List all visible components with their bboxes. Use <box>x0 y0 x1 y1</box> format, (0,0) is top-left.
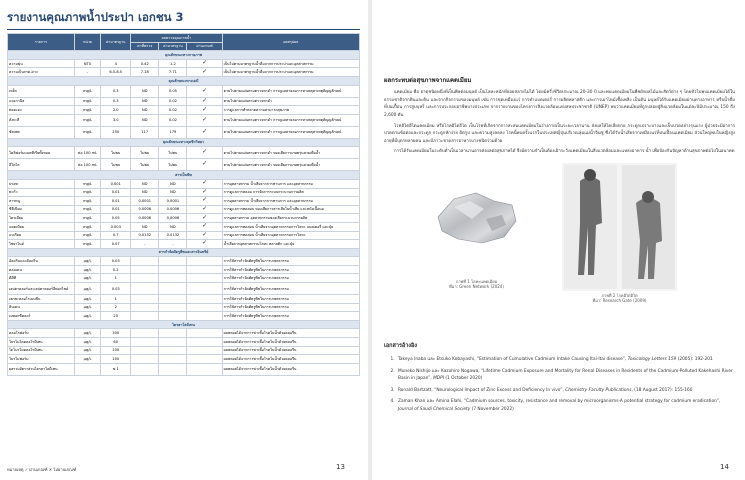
standard-cell: 0.001 <box>101 179 131 188</box>
pass-check: ✓ <box>187 59 222 68</box>
standard-cell: 300 <box>101 329 131 338</box>
standard-cell: ไม่พบ <box>101 147 131 159</box>
section-title: สารเป็นพิษ <box>8 171 360 180</box>
unit-cell: µg/L <box>74 346 100 355</box>
note-cell: การใช้สารกำจัดศัตรูพืชในการเกษตรกรรม <box>222 274 359 283</box>
standard-cell: 0.01 <box>101 188 131 197</box>
note-cell: ตามไปตามแผ่นตามตรวจหาดำ ของเสียการเกษตรุ่นสวยเพื่อน้ำ <box>222 159 359 171</box>
standard-cell: 100 <box>101 355 131 364</box>
result-cell: 0.42 <box>131 59 159 68</box>
param-name: ตะกั่ว <box>8 188 75 197</box>
std-sub-cell <box>159 295 187 304</box>
pass-check: ✓ <box>187 188 222 197</box>
standard-cell: 6.5-8.5 <box>101 68 131 77</box>
table-row <box>8 106 360 115</box>
note-cell: การอุตสาหกรรม น้ำเสียจากการทานการ และอุตสาหกรรม <box>222 179 359 188</box>
param-name: ดีดีที <box>8 274 75 283</box>
param-name: โครเมียม <box>8 214 75 223</box>
pass-check: ✓ <box>187 205 222 214</box>
note-cell: การใช้สารกำจัดศัตรูพืชในการเกษตรกรรม <box>222 295 359 304</box>
std-sub-cell: 0.02 <box>159 114 187 126</box>
std-sub-cell: ND <box>159 222 187 231</box>
result-cell <box>131 329 159 338</box>
section-title: คุณลักษณะทางกายภาพ <box>8 51 360 60</box>
table-body <box>8 51 360 376</box>
param-name: อีโคไล <box>8 159 75 171</box>
reference-item: 4. Zaman Khan และ Amina Elahi, “Cadmium sources, toxicity, resistance and removal by microorganisms-A potential strategy for cadmium eradication”, Journal of Saudi Chemical Society (7 November 2022) <box>396 398 735 413</box>
result-cell <box>131 355 159 364</box>
section-title: สารกำจัดศัตรูพืชและสารอินทรีย์ <box>8 248 360 257</box>
result-cell <box>131 265 159 274</box>
unit-cell: ต่อ 100 mL <box>74 147 100 159</box>
pass-check <box>187 346 222 355</box>
table-row <box>8 257 360 266</box>
table-row <box>8 240 360 249</box>
col-item: รายการ <box>8 34 75 51</box>
table-row <box>8 97 360 106</box>
result-cell: ไม่พบ <box>131 147 159 159</box>
standard-cell: 0.3 <box>101 85 131 97</box>
section-heading: ผลกระทบต่อสุขภาพจากแคดเมียม <box>384 77 472 84</box>
standard-cell: 3.0 <box>101 114 131 126</box>
note-cell: การดูแลการทำตลาดความสามารถสุขภาพ <box>222 106 359 115</box>
pass-check: ✓ <box>187 159 222 171</box>
table-row <box>8 295 360 304</box>
standard-cell: 0.7 <box>101 231 131 240</box>
param-name: โคลิฟอร์มแบคทีเรียทั้งหมด <box>8 147 75 159</box>
pass-check: ✓ <box>187 126 222 138</box>
result-cell <box>131 312 159 321</box>
standard-cell: 20 <box>101 312 131 321</box>
table-row <box>8 205 360 214</box>
note-cell: การอุตสาหกรรม น้ำเสียจากการทานการ และอุตสาหกรรม <box>222 197 359 206</box>
param-name: เฮปตาคลอร์และเฮปตาคลอร์อีพอกไซด์ <box>8 283 75 295</box>
unit-cell: mg/L <box>74 97 100 106</box>
note-cell: น้ำเสียจากอุตสาหกรรมโลหะ พลาสติก และปุ๋ย <box>222 240 359 249</box>
figure-itai-itai <box>562 163 677 304</box>
section-title: คุณลักษณะทางเคมี <box>8 76 360 85</box>
result-cell: ND <box>131 188 159 197</box>
note-cell: ตามไปตามแผ่นตามตรวจหาดำ การดูแลสายลงการหาเหตุสาเหตุสัญญลักษณ์ <box>222 114 359 126</box>
result-cell: 0.0006 <box>131 214 159 223</box>
section-header-row <box>8 248 360 257</box>
col-pass: ผ่านเกณฑ์ <box>187 42 222 51</box>
col-result-group: ผลตรวจคุณภาพน้ำ <box>131 34 223 43</box>
note-cell: ผลพลอยได้จากการฆ่าเชื้อโรคในน้ำด้วยคลอรีน <box>222 346 359 355</box>
std-sub-cell: - <box>159 240 187 249</box>
pass-check: ✓ <box>187 179 222 188</box>
note-cell: ผลพลอยได้จากการฆ่าเชื้อโรคในน้ำด้วยคลอรีน <box>222 338 359 347</box>
section-header-row <box>8 320 360 329</box>
pass-check <box>187 257 222 266</box>
pass-check: ✓ <box>187 147 222 159</box>
pass-check: ✓ <box>187 222 222 231</box>
note-cell: การดูแลการทดสอบ น้ำเสียจากอุตสาหกรรมการโลหะ <box>222 231 359 240</box>
table-row <box>8 338 360 347</box>
table-row <box>8 68 360 77</box>
pass-check: ✓ <box>187 214 222 223</box>
section-title: ไตรฮาโลมีเทน <box>8 320 360 329</box>
result-cell: 0.0132 <box>131 231 159 240</box>
note-cell: การดูแลการทดสอบ น้ำเสียจากอุตสาหกรรมการโลหะ แบตเตอรี่ และปุ๋ย <box>222 222 359 231</box>
pass-check: ✓ <box>187 197 222 206</box>
result-cell <box>131 257 159 266</box>
unit-cell: mg/L <box>74 222 100 231</box>
pass-check <box>187 355 222 364</box>
table-row <box>8 197 360 206</box>
table-row <box>8 59 360 68</box>
result-cell: - <box>131 240 159 249</box>
standard-cell: 0.2 <box>101 265 131 274</box>
reference-item: 2. Muneko Nishijo และ Kazuhiro Nogawa, “Lifetime Cadmium Exposure and Mortality for Renal Diseases in Residents of the Cadmium-Polluted Kakehashi River Basin in Japan”, MDPI (1 October 2020) <box>396 368 735 383</box>
param-name: ความขุ่น <box>8 59 75 68</box>
param-name: เฮกซะคลอโรเบนซีน <box>8 295 75 304</box>
table-row <box>8 274 360 283</box>
std-sub-cell <box>159 274 187 283</box>
pass-check: ✓ <box>187 85 222 97</box>
result-cell <box>131 274 159 283</box>
param-name: ไดโบรโมคลอโรมีเทน <box>8 346 75 355</box>
reference-item: 3. Ronald Bartzatt, “Neurological Impact of Zinc Excess and Deficiency In vivo”, Chemistry Faculty Publications, (18 August 2017): 155-160 <box>396 387 735 395</box>
unit-cell: µg/L <box>74 283 100 295</box>
std-sub-cell: 0.0001 <box>159 197 187 206</box>
table-row <box>8 346 360 355</box>
standard-cell: 0.003 <box>101 222 131 231</box>
result-cell: ไม่พบ <box>131 159 159 171</box>
note-cell: การดูแลการหลอม การจัดการระบบกระบวนการผลิต <box>222 188 359 197</box>
pass-check <box>187 295 222 304</box>
unit-cell: µg/L <box>74 274 100 283</box>
result-cell: ND <box>131 85 159 97</box>
std-sub-cell: 0.0006 <box>159 205 187 214</box>
note-cell: ผลพลอยได้จากการฆ่าเชื้อโรคในน้ำด้วยคลอรีน <box>222 355 359 364</box>
result-cell <box>131 283 159 295</box>
result-cell: ND <box>131 97 159 106</box>
note-cell: ผลพลอยได้จากการฆ่าเชื้อโรคในน้ำด้วยคลอรีน <box>222 329 359 338</box>
std-sub-cell: 7.71 <box>159 68 187 77</box>
table-row <box>8 159 360 171</box>
param-name: แมงกานีส <box>8 97 75 106</box>
standard-cell: 1 <box>101 295 131 304</box>
note-cell: เป็นไปตามมาตรฐานน้ำดื่มจากการประปาและอุตสาหกรรม <box>222 59 359 68</box>
std-sub-cell: 0.02 <box>159 97 187 106</box>
unit-cell: µg/L <box>74 295 100 304</box>
standard-cell: 2.0 <box>101 106 131 115</box>
pass-check: ✓ <box>187 97 222 106</box>
result-cell: ND <box>131 222 159 231</box>
standard-cell: 0.01 <box>101 205 131 214</box>
std-sub-cell: 0.0132 <box>159 231 187 240</box>
pass-check: ✓ <box>187 106 222 115</box>
unit-cell: mg/L <box>74 197 100 206</box>
result-cell: ND <box>131 114 159 126</box>
table-row <box>8 283 360 295</box>
note-cell: ตามไปตามแผ่นตามตรวจหาดำ <box>222 97 359 106</box>
std-sub-cell <box>159 283 187 295</box>
page-number: 13 <box>336 463 345 471</box>
standard-cell: 100 <box>101 346 131 355</box>
param-name: เมทอกซีคลอร์ <box>8 312 75 321</box>
standard-cell: 2 <box>101 303 131 312</box>
result-cell <box>131 338 159 347</box>
unit-cell: mg/L <box>74 179 100 188</box>
standard-cell: 0.3 <box>101 97 131 106</box>
report-title: รายงานคุณภาพน้ำประปา เอกชน 3 <box>7 9 360 30</box>
page-number: 14 <box>720 463 729 471</box>
std-sub-cell: 0.0006 <box>159 214 187 223</box>
std-sub-cell <box>159 265 187 274</box>
paragraph: แคดเมียม คือ ธาตุชนิดหนึ่งที่เป็นพิษต่อมนุษย์ เป็นโลหะหนักที่ย่อยสลายไม่ได้ โดยมีครึ่งชีวิตประมาณ 20-30 ปี และพบแคดเมียมในพืชผักผลไม้และสัตว์ต่าง ๆ โดยทั่วไปพบแคดเมียมได้ในธรรมชาติจากหินและดิน และจากกิจกรรมของมนุษย์ เช่น การขุดเหมืองแร่ การทำแบตเตอรี่ การผลิตพลาสติก และการเผาไหม้เชื้อเพลิง เป็นต้น มนุษย์ได้รับแคดเมียมผ่านทางอาหาร หรือน้ำดื่มที่ปนเปื้อน การสูบบุหรี่ และการประกอบอาชีพบางประเภท จากรายงานของโครงการสิ่งแวดล้อมแห่งสหประชาชาติ (UNEP) พบว่าแคดเมียมที่ถูกปล่อยสู่สิ่งแวดล้อมในแต่ละปีมีประมาณ 150 ถึง 2,600 ตัน <box>384 90 735 118</box>
table-row <box>8 303 360 312</box>
table-legend: หมายเหตุ ✓ ผ่านเกณฑ์ ✕ ไม่ผ่านเกณฑ์ <box>7 467 77 472</box>
references-heading: เอกสารอ้างอิง <box>384 343 417 350</box>
table-row <box>8 188 360 197</box>
standard-cell: ≤ 1 <box>101 363 131 375</box>
standard-cell: 0.05 <box>101 214 131 223</box>
figure-cadmium-metal <box>424 159 529 290</box>
section-title: คุณลักษณะทางจุลชีววิทยา <box>8 138 360 147</box>
reference-item: 1. Takeya Inaba และ Etsuko Kobayashi, “Estimation of Cumulative Cadmium Intake Causing Itai-Itai disease”, Toxicology Letters 159 (2005): 192-201 <box>396 356 735 364</box>
section-header-row <box>8 51 360 60</box>
table-row <box>8 312 360 321</box>
pass-check <box>187 283 222 295</box>
standard-cell: 0.01 <box>101 197 131 206</box>
param-name: ไซยาไนด์ <box>8 240 75 249</box>
figure-source: ที่มา: Green Network (2024) <box>449 284 504 290</box>
note-cell: การใช้สารกำจัดศัตรูพืชในการเกษตรกรรม <box>222 303 359 312</box>
section-header-row <box>8 76 360 85</box>
note-cell: เป็นไปตามมาตรฐานน้ำดื่มจากการประปาและอุตสาหกรรม <box>222 68 359 77</box>
std-sub-cell: 0.05 <box>159 85 187 97</box>
unit-cell: mg/L <box>74 214 100 223</box>
result-cell: 117 <box>131 126 159 138</box>
pass-check: ✓ <box>187 114 222 126</box>
col-std-sub: ค่ามาตรฐาน <box>159 42 187 51</box>
note-cell: การใช้สารกำจัดศัตรูพืชในการเกษตรกรรม <box>222 312 359 321</box>
water-quality-table <box>7 33 360 376</box>
standard-cell: 0.03 <box>101 257 131 266</box>
section-header-row <box>8 171 360 180</box>
standard-cell: 1 <box>101 274 131 283</box>
note-cell: ตามไปตามแผ่นตามตรวจหาดำ การดูแลสายลงการหาเหตุสาเหตุสัญญลักษณ์ <box>222 85 359 97</box>
param-name: แบเรียม <box>8 231 75 240</box>
param-name: โบรโมไดคลอโรมีเทน <box>8 338 75 347</box>
param-name: ซีลีเนียม <box>8 205 75 214</box>
standard-cell: 250 <box>101 126 131 138</box>
table-row <box>8 114 360 126</box>
result-cell <box>131 363 159 375</box>
unit-cell: ต่อ 100 mL <box>74 159 100 171</box>
unit-cell: mg/L <box>74 126 100 138</box>
unit-cell: µg/L <box>74 329 100 338</box>
result-cell: 0.0006 <box>131 205 159 214</box>
unit-cell: µg/L <box>74 265 100 274</box>
result-cell <box>131 346 159 355</box>
standard-cell: 4 <box>101 59 131 68</box>
pass-check <box>187 265 222 274</box>
pass-check <box>187 312 222 321</box>
param-name: คลอเดน <box>8 265 75 274</box>
std-sub-cell <box>159 257 187 266</box>
result-cell <box>131 303 159 312</box>
result-cell: 0.0001 <box>131 197 159 206</box>
figure-caption: ภาพที่ 1 โลหะแคดเมียม <box>455 278 498 284</box>
standard-cell: 0.03 <box>101 283 131 295</box>
std-sub-cell: ไม่พบ <box>159 147 187 159</box>
param-name: คลอโรฟอร์ม <box>8 329 75 338</box>
std-sub-cell <box>159 346 187 355</box>
unit-cell: - <box>74 68 100 77</box>
note-cell: ผลพลอยได้จากการฆ่าเชื้อโรคในน้ำด้วยคลอรีน <box>222 363 359 375</box>
unit-cell: µg/L <box>74 303 100 312</box>
table-row <box>8 363 360 375</box>
figure-caption: ภาพที่ 2 โรคอิไตอิไต <box>601 292 638 298</box>
table-row <box>8 265 360 274</box>
pass-check: ✓ <box>187 231 222 240</box>
unit-cell: µg/L <box>74 257 100 266</box>
std-sub-cell <box>159 329 187 338</box>
pass-check <box>187 363 222 375</box>
note-cell: การอุตสาหกรรม อุตสาหกรรมของเสียกระบวนการผลิต <box>222 214 359 223</box>
table-row <box>8 147 360 159</box>
standard-cell: 0.07 <box>101 240 131 249</box>
result-cell: 7.18 <box>131 68 159 77</box>
reference-list <box>384 356 735 413</box>
unit-cell <box>74 363 100 375</box>
param-name: ผลรวมอัตราส่วนไตรฮาโลมีเทน <box>8 363 75 375</box>
unit-cell: mg/L <box>74 114 100 126</box>
std-sub-cell <box>159 363 187 375</box>
table-row <box>8 85 360 97</box>
std-sub-cell: 179 <box>159 126 187 138</box>
cadmium-metal-image <box>424 159 529 277</box>
col-note: ผลสรุปผล <box>222 34 359 51</box>
col-standard: ค่ามาตรฐาน <box>101 34 131 51</box>
param-name: อัลดรินและดิลดริน <box>8 257 75 266</box>
figure-source: ที่มา: Research Gate (2009) <box>592 298 647 304</box>
table-row <box>8 329 360 338</box>
unit-cell: NTU <box>74 59 100 68</box>
table-row <box>8 179 360 188</box>
paragraph: โรคอิไตอิไตแคดเมียม หรือโรคอิไตอิไต เป็นโรคที่เกิดจากการสะสมแคดเมียมในร่างกายเป็นระยะเวลานาน ส่งผลให้ไตเสียหาย กระดูกเปราะบางและเจ็บปวดอย่างรุนแรง ผู้ป่วยจะมีอาการปวดตามข้อต่อและกระดูก กระดูกหักง่าย ผิดรูป และความสูงลดลง โรคนี้พบครั้งแรกในประเทศญี่ปุ่นบริเวณลุ่มแม่น้ำจินซู ซึ่งได้รับน้ำเสียจากเหมืองแร่ที่ปนเปื้อนแคดเมียม ส่วนใหญ่พบในหญิงสูงอายุที่มีบุตรหลายคน และมีภาวะขาดสารอาหารบางชนิดร่วมด้วย <box>384 123 735 144</box>
param-name: ลินเดน <box>8 303 75 312</box>
note-cell: การใช้สารกำจัดศัตรูพืชในการเกษตรกรรม <box>222 257 359 266</box>
paragraph: การได้รับแคดเมียมในระดับต่ำเป็นเวลานานอาจส่งผลต่อสุขภาพได้ จึงมีความจำเป็นต้องเฝ้าระวังแคดเมียมในสิ่งแวดล้อมและแหล่งอาหาร น้ำ เพื่อป้องกันปัญหาด้านสุขภาพต่อไปในอนาคต <box>394 149 735 155</box>
note-cell: การใช้สารกำจัดศัตรูพืชในการเกษตรกรรม <box>222 283 359 295</box>
param-name: ซัลเฟต <box>8 126 75 138</box>
std-sub-cell: ไม่พบ <box>159 159 187 171</box>
report-page-left <box>0 0 368 480</box>
std-sub-cell <box>159 312 187 321</box>
param-name: ทองแดง <box>8 106 75 115</box>
result-cell: ND <box>131 106 159 115</box>
param-name: ปรอท <box>8 179 75 188</box>
pass-check <box>187 338 222 347</box>
table-row <box>8 355 360 364</box>
unit-cell: µg/L <box>74 312 100 321</box>
param-name: สังกะสี <box>8 114 75 126</box>
param-name: สารหนู <box>8 197 75 206</box>
pass-check: ✓ <box>187 240 222 249</box>
standard-cell: 60 <box>101 338 131 347</box>
std-sub-cell: 0.02 <box>159 106 187 115</box>
unit-cell: mg/L <box>74 106 100 115</box>
unit-cell: mg/L <box>74 231 100 240</box>
param-name: ความเป็นกรด-ด่าง <box>8 68 75 77</box>
std-sub-cell <box>159 303 187 312</box>
report-page-right <box>372 0 745 480</box>
unit-cell: mg/L <box>74 85 100 97</box>
unit-cell: µg/L <box>74 338 100 347</box>
std-sub-cell: ND <box>159 179 187 188</box>
note-cell: การใช้สารกำจัดศัตรูพืชในการเกษตรกรรม <box>222 265 359 274</box>
pass-check <box>187 303 222 312</box>
itai-itai-photo <box>562 163 677 291</box>
std-sub-cell: ND <box>159 188 187 197</box>
std-sub-cell <box>159 355 187 364</box>
param-name: เหล็ก <box>8 85 75 97</box>
table-row <box>8 214 360 223</box>
table-row <box>8 222 360 231</box>
standard-cell: ไม่พบ <box>101 159 131 171</box>
note-cell: การดูแลการทดสอบ ของเสียการสารเสียในน้ำเสีย และหนังเนื้อนม <box>222 205 359 214</box>
col-unit: หน่วย <box>74 34 100 51</box>
pass-check <box>187 329 222 338</box>
table-row <box>8 231 360 240</box>
unit-cell: µg/L <box>74 355 100 364</box>
result-cell: ND <box>131 179 159 188</box>
figure-row <box>384 159 735 314</box>
pass-check: ✓ <box>187 68 222 77</box>
col-result: ค่าที่ตรวจ <box>131 42 159 51</box>
param-name: โบรโมฟอร์ม <box>8 355 75 364</box>
std-sub-cell: 1.2 <box>159 59 187 68</box>
section-header-row <box>8 138 360 147</box>
unit-cell: mg/L <box>74 240 100 249</box>
unit-cell: mg/L <box>74 205 100 214</box>
note-cell: ตามไปตามแผ่นตามตรวจหาดำ การดูแลสายลงการหาเหตุสาเหตุสัญญลักษณ์ <box>222 126 359 138</box>
result-cell <box>131 295 159 304</box>
std-sub-cell <box>159 338 187 347</box>
note-cell: ตามไปตามแผ่นตามตรวจหาดำ ของเสียการเกษตรุ่นสวยเพื่อน้ำ <box>222 147 359 159</box>
param-name: แคดเมียม <box>8 222 75 231</box>
unit-cell: mg/L <box>74 188 100 197</box>
table-row <box>8 126 360 138</box>
pass-check <box>187 274 222 283</box>
